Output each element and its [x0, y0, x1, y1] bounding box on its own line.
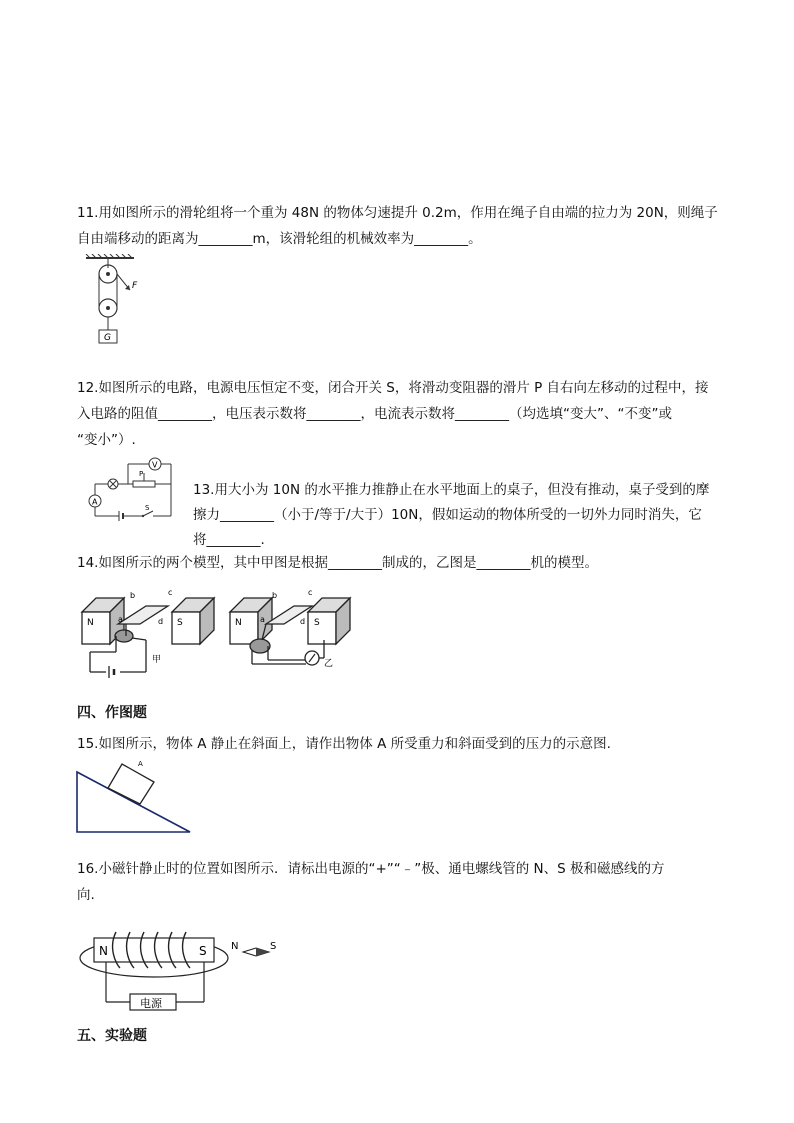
slider-label: P — [139, 470, 144, 478]
power-source-label: 电源 — [140, 997, 162, 1010]
section-4-title: 四、作图题 — [77, 705, 147, 721]
incline-figure — [74, 758, 194, 836]
ammeter-label: A — [92, 497, 98, 507]
q16-line-2: 向. — [77, 887, 95, 903]
model-jia-b: b — [130, 591, 136, 600]
q11-line-1: 11.用如图所示的滑轮组将一个重为 48N 的物体匀速提升 0.2m，作用在绳子自由端的拉力为 20N，则绳子 — [77, 205, 718, 221]
q16-line-1: 16.小磁针静止时的位置如图所示．请标出电源的“+”“﹣”极、通电螺线管的 N、S 极和磁感线的方 — [77, 861, 665, 877]
voltmeter-label: V — [152, 460, 158, 470]
q13-line-2: 擦力________（小于/等于/大于）10N，假如运动的物体所受的一切外力同时消失，它 — [193, 507, 702, 523]
q13-line-1: 13.用大小为 10N 的水平推力推静止在水平地面上的桌子，但没有推动，桌子受到的摩 — [193, 482, 710, 498]
model-yi-label: 乙 — [324, 659, 334, 669]
model-yi-d: d — [300, 617, 306, 626]
model-yi-S: S — [314, 618, 320, 628]
model-jia-d: d — [158, 617, 164, 626]
model-jia-label: 甲 — [152, 655, 162, 665]
switch-label: S — [145, 504, 150, 512]
model-yi-N: N — [235, 618, 242, 628]
solenoid-figure — [78, 918, 288, 1018]
q14-line-1: 14.如图所示的两个模型，其中甲图是根据________制成的，乙图是________机的模型。 — [77, 555, 598, 571]
motor-generator-figure — [76, 580, 358, 680]
pulley-figure — [84, 254, 152, 348]
model-yi-a: a — [260, 615, 265, 624]
needle-S: S — [270, 941, 277, 952]
section-5-title: 五、实验题 — [77, 1028, 147, 1044]
q12-line-3: “变小”）. — [77, 432, 136, 448]
model-jia-N: N — [87, 618, 94, 628]
needle-N: N — [231, 941, 239, 952]
q12-line-1: 12.如图所示的电路，电源电压恒定不变，闭合开关 S，将滑动变阻器的滑片 P 自右向左移动的过程中，接 — [77, 380, 709, 396]
pulley-label-G: G — [104, 333, 111, 343]
block-label-A: A — [138, 760, 143, 768]
model-jia-S: S — [177, 618, 183, 628]
q13-line-3: 将________. — [193, 532, 265, 548]
q11-line-2: 自由端移动的距离为________m，该滑轮组的机械效率为________。 — [77, 231, 482, 247]
circuit-figure — [83, 454, 183, 524]
solenoid-N: N — [99, 944, 108, 958]
model-yi-b: b — [272, 591, 278, 600]
model-jia-c: c — [168, 588, 173, 597]
model-yi-c: c — [308, 588, 313, 597]
q12-line-2: 入电路的阻值________，电压表示数将________，电流表示数将________（均选填“变大”、“不变”或 — [77, 406, 672, 422]
model-jia-a: a — [118, 615, 123, 624]
q15-line-1: 15.如图所示，物体 A 静止在斜面上，请作出物体 A 所受重力和斜面受到的压力的示意图. — [77, 736, 611, 752]
pulley-label-F: F — [132, 281, 138, 291]
solenoid-S: S — [199, 944, 207, 958]
